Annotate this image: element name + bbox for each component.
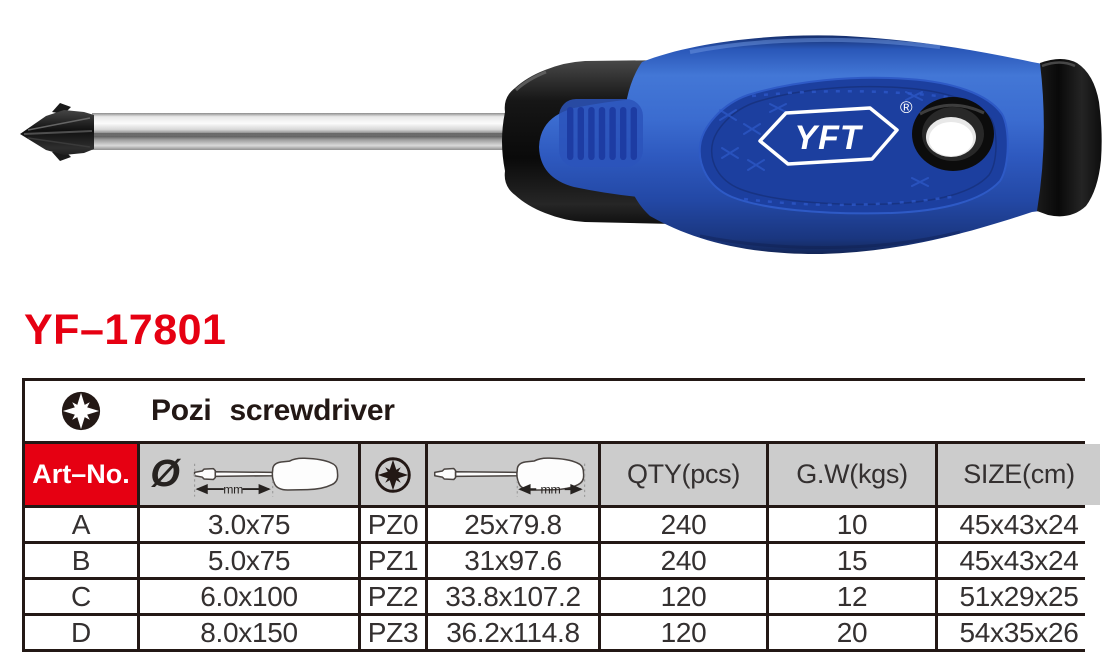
product-photo <box>0 0 1110 300</box>
row-d-art-no: D <box>25 616 137 649</box>
col-header-gw: G.W(kgs) <box>769 444 935 505</box>
row-c-qty: 120 <box>601 580 766 613</box>
row-c-gw: 12 <box>769 580 935 613</box>
row-d-handle: 36.2x114.8 <box>428 616 598 649</box>
row-b-art-no: B <box>25 544 137 577</box>
row-d-size: 54x35x26 <box>938 616 1100 649</box>
row-d-gw: 20 <box>769 616 935 649</box>
row-a-qty: 240 <box>601 508 766 541</box>
row-b-gw: 15 <box>769 544 935 577</box>
shaft <box>92 113 512 150</box>
end-cap <box>1037 59 1102 216</box>
row-c-size: 51x29x25 <box>938 580 1100 613</box>
col-header-size: SIZE(cm) <box>938 444 1100 505</box>
pozidriv-symbol-icon <box>372 454 414 496</box>
pozidriv-badge-icon <box>60 390 102 432</box>
product-model: YF–17801 <box>24 306 227 354</box>
col-header-pz <box>361 444 425 505</box>
grip-ribs <box>559 99 643 167</box>
row-a-pz: PZ0 <box>361 508 425 541</box>
blade-dimension-diagram <box>188 450 348 500</box>
table-title: Pozi screwdriver <box>151 394 395 427</box>
registered-mark: ® <box>900 98 913 117</box>
col-header-blade-size <box>140 444 358 505</box>
row-c-blade: 6.0x100 <box>140 580 358 613</box>
row-c-handle: 33.8x107.2 <box>428 580 598 613</box>
row-a-handle: 25x79.8 <box>428 508 598 541</box>
spec-table <box>22 378 1085 652</box>
row-a-art-no: A <box>25 508 137 541</box>
row-b-blade: 5.0x75 <box>140 544 358 577</box>
brand-text: YFT <box>794 119 862 157</box>
row-b-pz: PZ1 <box>361 544 425 577</box>
row-b-size: 45x43x24 <box>938 544 1100 577</box>
row-d-qty: 120 <box>601 616 766 649</box>
row-a-size: 45x43x24 <box>938 508 1100 541</box>
row-c-art-no: C <box>25 580 137 613</box>
col-header-qty: QTY(pcs) <box>601 444 766 505</box>
row-d-pz: PZ3 <box>361 616 425 649</box>
row-b-handle: 31x97.6 <box>428 544 598 577</box>
svg-text:mm: mm <box>222 481 243 496</box>
row-a-gw: 10 <box>769 508 935 541</box>
col-header-art-no: Art–No. <box>25 444 137 505</box>
diameter-symbol: Ø <box>150 452 180 495</box>
handle-dimension-diagram <box>430 450 596 500</box>
svg-text:mm: mm <box>540 481 561 496</box>
row-a-blade: 3.0x75 <box>140 508 358 541</box>
hang-hole <box>912 97 994 171</box>
row-d-blade: 8.0x150 <box>140 616 358 649</box>
pozi-tip <box>20 103 94 161</box>
row-c-pz: PZ2 <box>361 580 425 613</box>
row-b-qty: 240 <box>601 544 766 577</box>
table-title-row <box>25 381 1100 441</box>
col-header-handle-size <box>428 444 598 505</box>
